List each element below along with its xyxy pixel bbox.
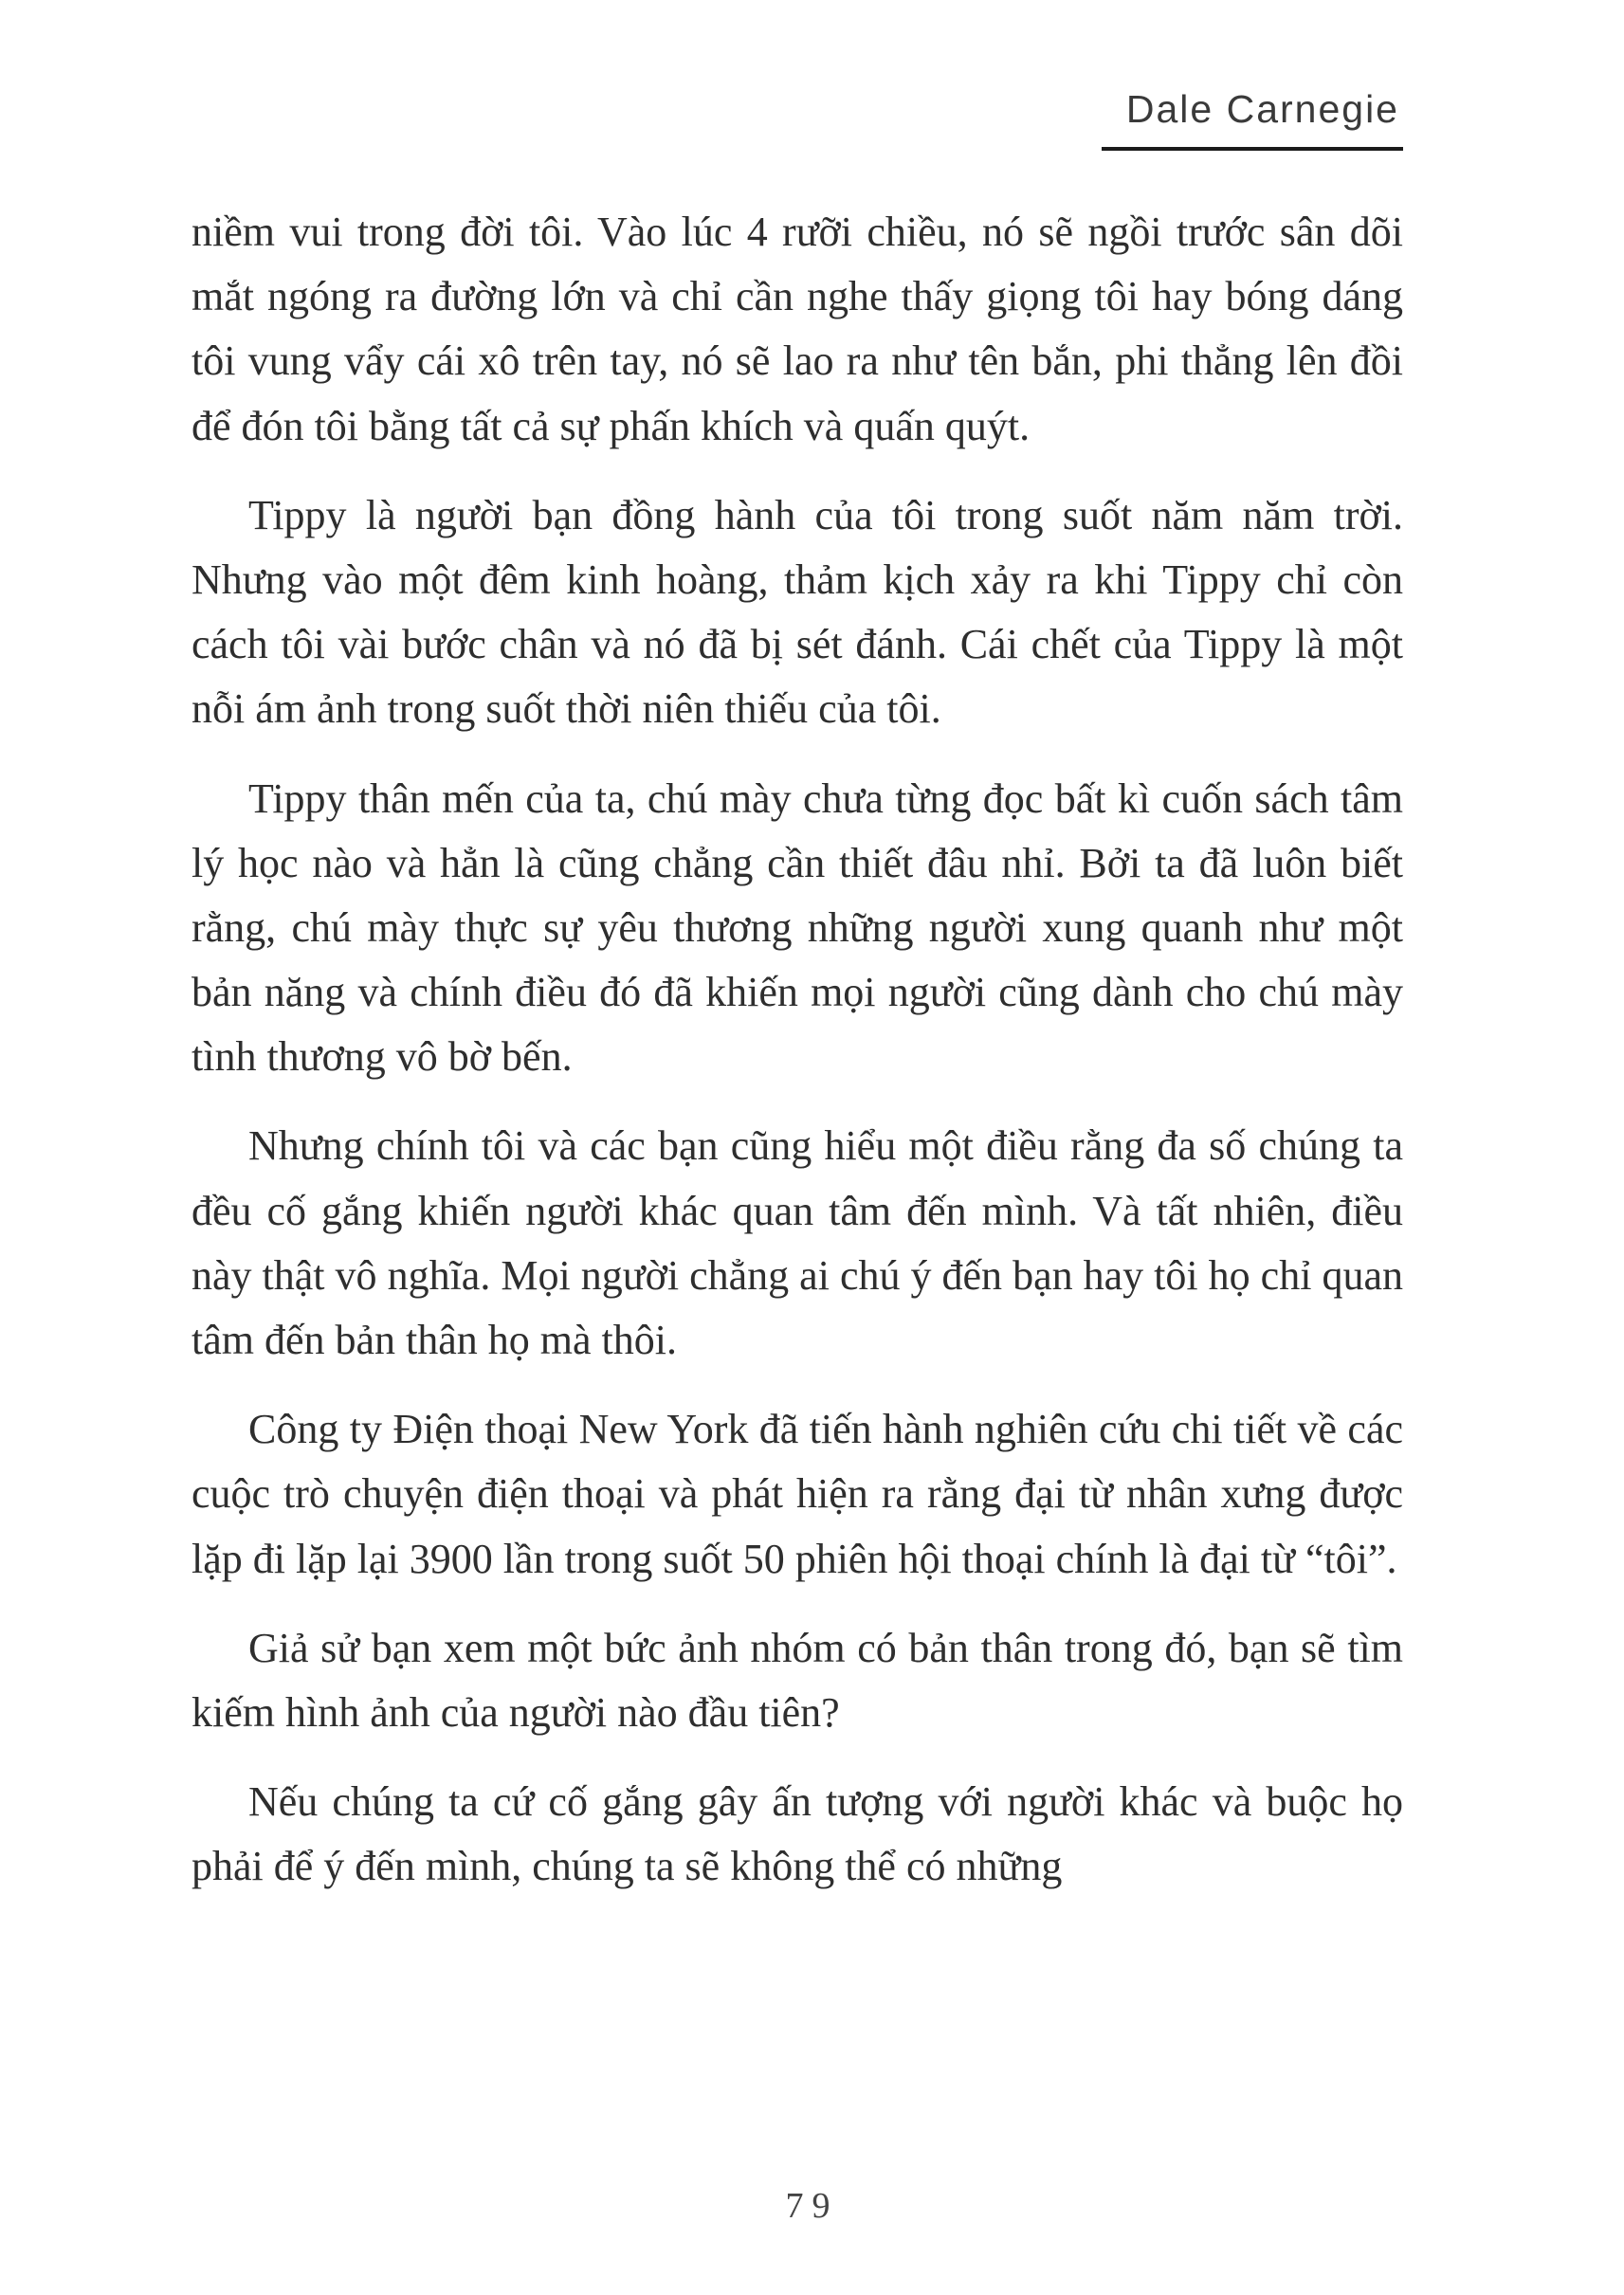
paragraph-3: Tippy thân mến của ta, chú mày chưa từng đọc bất kì cuốn sách tâm lý học nào và hẳn là cũng chẳng cần thiết đâu nhỉ. Bởi ta đã luôn biết rằng, chú mày thực sự yêu thương những người xung quanh như một bản năng và chính điều đó đã khiến mọi người cũng dành cho chú mày tình thương vô bờ bến. — [192, 774, 1403, 1081]
paragraph-4: Nhưng chính tôi và các bạn cũng hiểu một điều rằng đa số chúng ta đều cố gắng khiến người khác quan tâm đến mình. Và tất nhiên, điều này thật vô nghĩa. Mọi người chẳng ai chú ý đến bạn hay tôi họ chỉ quan tâm đến bản thân họ mà thôi. — [192, 1122, 1403, 1363]
page-number: 79 — [785, 2186, 839, 2226]
paragraph-2: Tippy là người bạn đồng hành của tôi trong suốt năm năm trời. Nhưng vào một đêm kinh hoàng, thảm kịch xảy ra khi Tippy chỉ còn cách tôi vài bước chân và nó đã bị sét đánh. Cái chết của Tippy là một nỗi ám ảnh trong suốt thời niên thiếu của tôi. — [192, 491, 1403, 733]
paragraph-1: niềm vui trong đời tôi. Vào lúc 4 rưỡi chiều, nó sẽ ngồi trước sân dõi mắt ngóng ra đường lớn và chỉ cần nghe thấy giọng tôi hay bóng dáng tôi vung vẩy cái xô trên tay, nó sẽ lao ra như tên bắn, phi thẳng lên đồi để đón tôi bằng tất cả sự phấn khích và quấn quýt. — [192, 209, 1403, 449]
paragraph-6: Giả sử bạn xem một bức ảnh nhóm có bản thân trong đó, bạn sẽ tìm kiếm hình ảnh của người nào đầu tiên? — [192, 1624, 1403, 1736]
author-name: Dale Carnegie — [1102, 87, 1403, 151]
paragraph-5: Công ty Điện thoại New York đã tiến hành nghiên cứu chi tiết về các cuộc trò chuyện điện thoại và phát hiện ra rằng đại từ nhân xưng được lặp đi lặp lại 3900 lần trong suốt 50 phiên hội thoại chính là đại từ “tôi”. — [192, 1406, 1403, 1582]
body-text — [192, 200, 1403, 1900]
paragraph-7: Nếu chúng ta cứ cố gắng gây ấn tượng với người khác và buộc họ phải để ý đến mình, chúng ta sẽ không thể có những — [192, 1778, 1403, 1890]
page-header — [192, 87, 1403, 151]
